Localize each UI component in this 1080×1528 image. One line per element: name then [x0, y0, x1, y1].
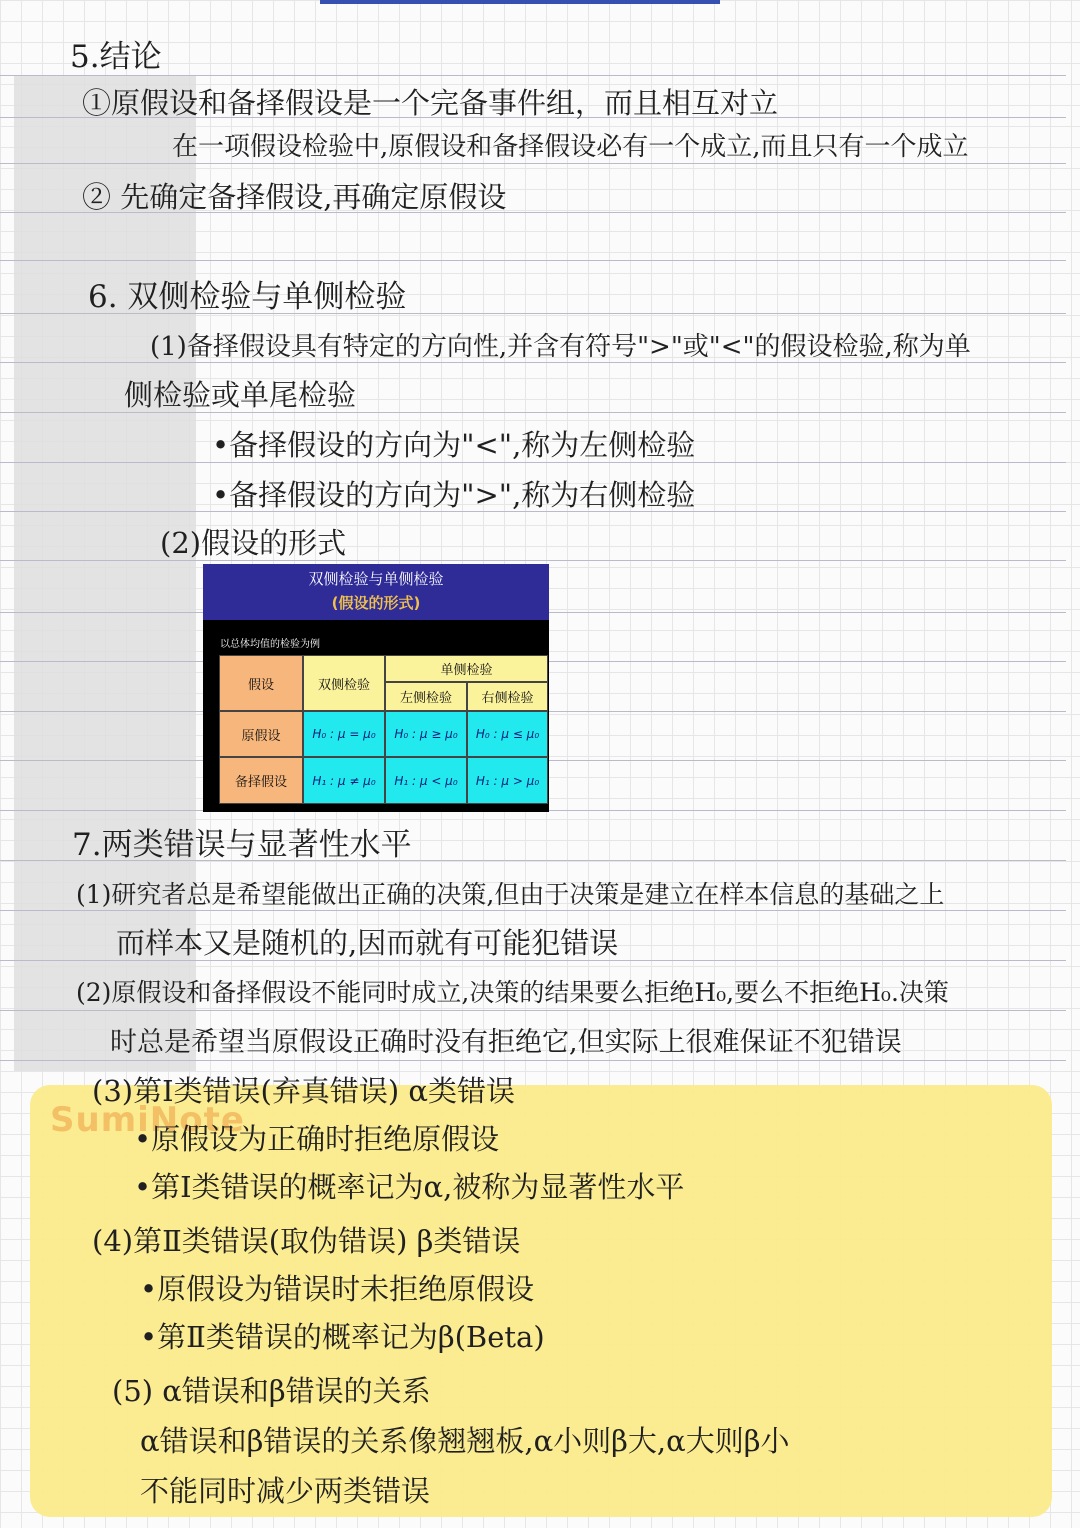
sec7-point-5: (5) α错误和β错误的关系	[112, 1374, 431, 1408]
sec5-point-1-detail: 在一项假设检验中,原假设和备择假设必有一个成立,而且只有一个成立	[172, 132, 969, 162]
sec6-point-2: (2)假设的形式	[160, 526, 347, 560]
sec7-point-1-cont: 而样本又是随机的,因而就有可能犯错误	[116, 926, 619, 960]
slide-title: 双侧检验与单侧检验	[308, 570, 444, 588]
top-blue-strip	[320, 0, 720, 4]
ruled-line	[0, 560, 1066, 561]
row-null-label: 原假设	[219, 711, 303, 757]
sec6-point-1: (1)备择假设具有特定的方向性,并含有符号">"或"<"的假设检验,称为单	[150, 332, 971, 362]
null-right-formula: H₀ : μ ≤ μ₀	[467, 711, 548, 757]
sec7-p3-bullet-1: •原假设为正确时拒绝原假设	[134, 1122, 500, 1156]
sec7-p4-bullet-1: •原假设为错误时未拒绝原假设	[140, 1272, 535, 1306]
row-alt-label: 备择假设	[219, 757, 303, 804]
ruled-line	[0, 260, 1066, 261]
null-left-formula: H₀ : μ ≥ μ₀	[385, 711, 467, 757]
sec6-bullet-left: •备择假设的方向为"<",称为左侧检验	[212, 428, 696, 462]
slide-subtitle: (假设的形式)	[331, 594, 421, 612]
header-right-tail: 右侧检验	[467, 682, 548, 711]
header-two-sided: 双侧检验	[303, 655, 385, 711]
alt-left-formula: H₁ : μ < μ₀	[385, 757, 467, 804]
sec7-p5-detail-2: 不能同时减少两类错误	[140, 1474, 431, 1508]
ruled-line	[0, 75, 1066, 76]
sec7-point-4: (4)第Ⅱ类错误(取伪错误) β类错误	[92, 1224, 521, 1258]
slide-caption: 以总体均值的检验为例	[220, 639, 320, 650]
sec7-point-3: (3)第Ⅰ类错误(弃真错误) α类错误	[92, 1074, 515, 1108]
ruled-line	[0, 462, 1066, 463]
watermark-logo: SumiNote	[50, 1100, 245, 1140]
alt-two-sided-formula: H₁ : μ ≠ μ₀	[303, 757, 385, 804]
sec5-point-1: ①原假设和备择假设是一个完备事件组，而且相互对立	[82, 86, 779, 120]
sec6-point-1-cont: 侧检验或单尾检验	[124, 378, 357, 412]
sec7-p4-bullet-2: •第Ⅱ类错误的概率记为β(Beta)	[140, 1320, 545, 1354]
sec7-p5-detail: α错误和β错误的关系像翘翘板,α小则β大,α大则β小	[140, 1424, 790, 1458]
ruled-line	[0, 412, 1066, 413]
null-two-sided-formula: H₀ : μ = μ₀	[303, 711, 385, 757]
slide-title-bar	[203, 564, 549, 620]
header-one-sided: 单侧检验	[385, 655, 548, 682]
sec7-p3-bullet-2: •第Ⅰ类错误的概率记为α,被称为显著性水平	[134, 1170, 685, 1204]
header-left-tail: 左侧检验	[385, 682, 467, 711]
ruled-line	[0, 960, 1066, 961]
sec5-point-2: ② 先确定备择假设,再确定原假设	[82, 180, 507, 214]
header-hypothesis: 假设	[219, 655, 303, 711]
gray-margin-band	[14, 76, 196, 1071]
sec6-bullet-right: •备择假设的方向为">",称为右侧检验	[212, 478, 696, 512]
section-6-title: 6. 双侧检验与单侧检验	[88, 279, 407, 315]
ruled-line	[0, 1010, 1066, 1011]
alt-right-formula: H₁ : μ > μ₀	[467, 757, 548, 804]
sec7-point-2: (2)原假设和备择假设不能同时成立,决策的结果要么拒绝H₀,要么不拒绝H₀.决策	[76, 978, 949, 1007]
sec7-point-1: (1)研究者总是希望能做出正确的决策,但由于决策是建立在样本信息的基础之上	[76, 880, 945, 909]
ruled-line	[0, 1060, 1066, 1061]
sec7-point-2-cont: 时总是希望当原假设正确时没有拒绝它,但实际上很难保证不犯错误	[110, 1027, 902, 1058]
section-7-title: 7.两类错误与显著性水平	[72, 827, 412, 863]
section-5-title: 5.结论	[70, 39, 162, 75]
